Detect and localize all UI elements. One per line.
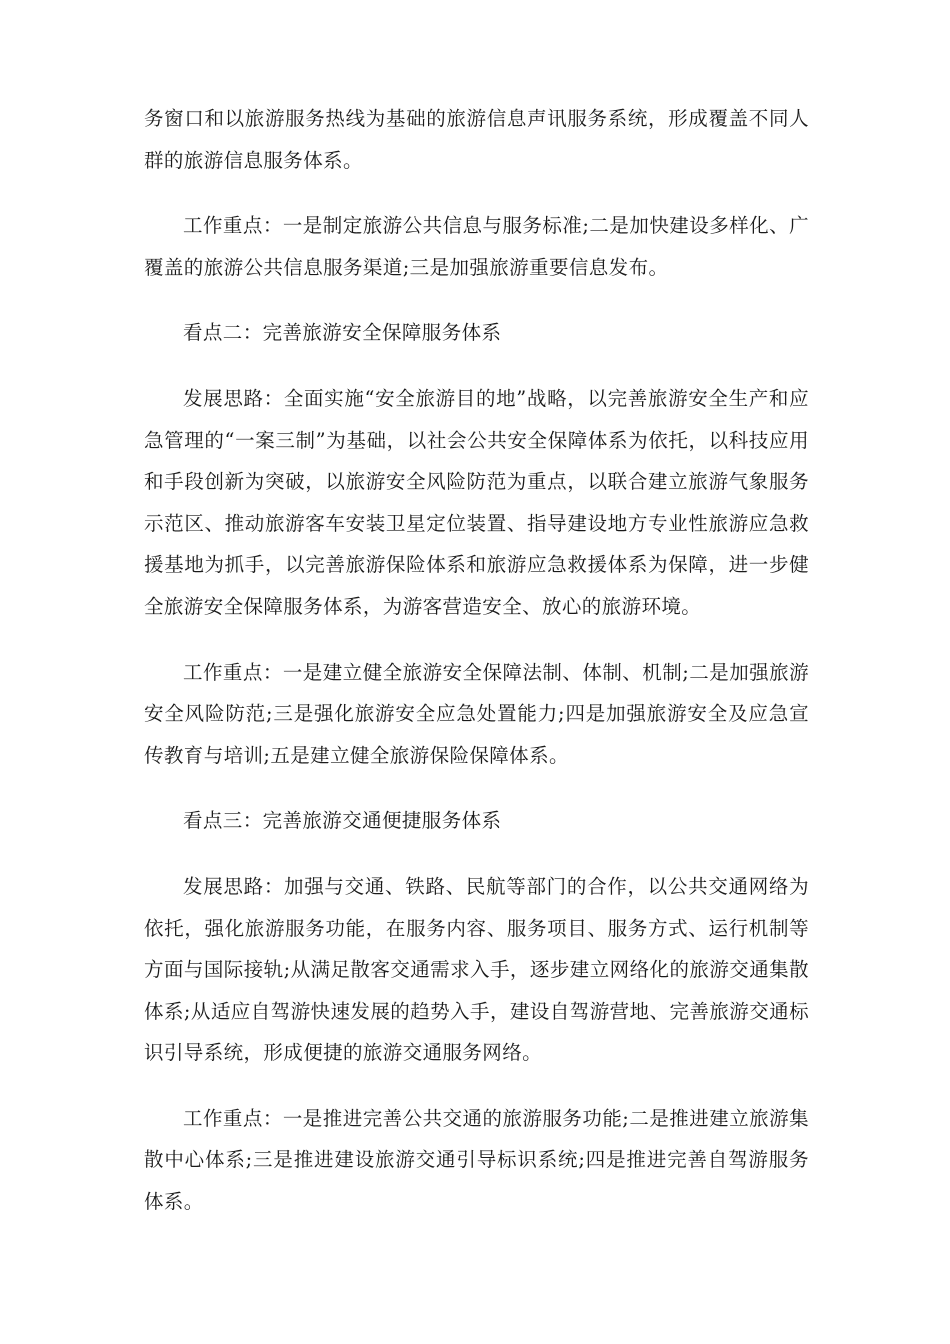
paragraph-development-safety: 发展思路：全面实施“安全旅游目的地”战略，以完善旅游安全生产和应急管理的“一案三制”为基础，以社会公共安全保障体系为依托，以科技应用和手段创新为突破，以旅游安全风险防范为重点，以联合建立旅游气象服务示范区、推动旅游客车安装卫星定位装置、指导建设地方专业性旅游应急救援基地为抓手，以完善旅游保险体系和旅游应急救援体系为保障，进一步健全旅游安全保障服务体系，为游客营造安全、放心的旅游环境。 [144, 386, 809, 618]
document-body [144, 98, 809, 1247]
paragraph-work-focus-safety: 工作重点：一是建立健全旅游安全保障法制、体制、机制;二是加强旅游安全风险防范;三是强化旅游安全应急处置能力;四是加强旅游安全及应急宣传教育与培训;五是建立健全旅游保险保障体系。 [144, 660, 809, 767]
paragraph-continuation: 务窗口和以旅游服务热线为基础的旅游信息声讯服务系统，形成覆盖不同人群的旅游信息服务体系。 [144, 107, 809, 172]
section-heading-safety: 看点二：完善旅游安全保障服务体系 [183, 321, 502, 345]
section-heading-transport: 看点三：完善旅游交通便捷服务体系 [183, 809, 502, 833]
paragraph-work-focus-info: 工作重点：一是制定旅游公共信息与服务标准;二是加快建设多样化、广覆盖的旅游公共信息服务渠道;三是加强旅游重要信息发布。 [144, 214, 809, 279]
paragraph-development-transport: 发展思路：加强与交通、铁路、民航等部门的合作，以公共交通网络为依托，强化旅游服务功能，在服务内容、服务项目、服务方式、运行机制等方面与国际接轨;从满足散客交通需求入手，逐步建立网络化的旅游交通集散体系;从适应自驾游快速发展的趋势入手，建设自驾游营地、完善旅游交通标识引导系统，形成便捷的旅游交通服务网络。 [144, 874, 809, 1065]
paragraph-work-focus-transport: 工作重点：一是推进完善公共交通的旅游服务功能;二是推进建立旅游集散中心体系;三是推进建设旅游交通引导标识系统;四是推进完善自驾游服务体系。 [144, 1106, 809, 1214]
